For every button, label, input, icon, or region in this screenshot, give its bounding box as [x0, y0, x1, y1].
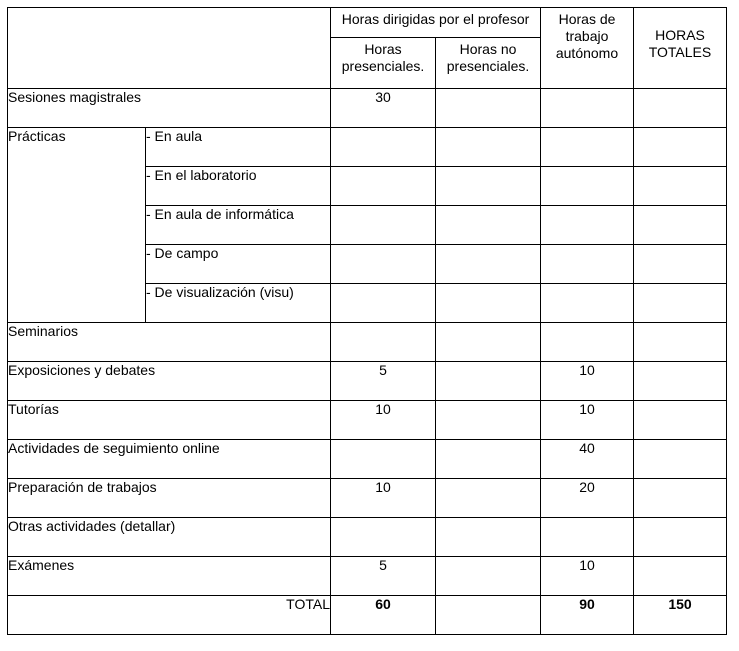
row-label: Sesiones magistrales — [8, 89, 331, 128]
cell-presenciales — [331, 440, 436, 479]
cell-no-presenciales — [436, 557, 541, 596]
table-row — [8, 518, 727, 557]
cell-autonomo: 10 — [541, 362, 634, 401]
table-row — [8, 440, 727, 479]
cell-totales — [634, 89, 727, 128]
total-no-presenciales — [436, 596, 541, 635]
sub-row-label: - De campo — [146, 245, 331, 284]
cell-totales — [634, 479, 727, 518]
cell-totales — [634, 518, 727, 557]
row-label: Preparación de trabajos — [8, 479, 331, 518]
cell-no-presenciales — [436, 479, 541, 518]
header-no-presenciales: Horas no presenciales. — [436, 38, 541, 89]
table-row — [8, 89, 727, 128]
sub-row-label: - En aula — [146, 128, 331, 167]
table-row — [8, 479, 727, 518]
cell-autonomo: 10 — [541, 401, 634, 440]
cell-no-presenciales — [436, 323, 541, 362]
total-autonomo: 90 — [541, 596, 634, 635]
row-label: Actividades de seguimiento online — [8, 440, 331, 479]
cell-autonomo — [541, 89, 634, 128]
cell-totales — [634, 323, 727, 362]
cell-no-presenciales — [436, 401, 541, 440]
table-row — [8, 128, 727, 167]
table-row — [8, 362, 727, 401]
cell-totales — [634, 362, 727, 401]
cell-presenciales: 5 — [331, 557, 436, 596]
row-label: Exposiciones y debates — [8, 362, 331, 401]
row-label: Exámenes — [8, 557, 331, 596]
cell-presenciales: 5 — [331, 362, 436, 401]
sub-row-label: - De visualización (visu) — [146, 284, 331, 323]
cell-presenciales: 10 — [331, 401, 436, 440]
total-presenciales: 60 — [331, 596, 436, 635]
sub-row-label: - En el laboratorio — [146, 167, 331, 206]
cell-totales — [634, 401, 727, 440]
sub-row-label: - En aula de informática — [146, 206, 331, 245]
cell-no-presenciales — [436, 362, 541, 401]
header-autonomo: Horas de trabajo autónomo — [541, 8, 634, 89]
header-directed-group: Horas dirigidas por el profesor — [331, 8, 541, 38]
row-label: Prácticas — [8, 128, 146, 323]
table-row — [8, 401, 727, 440]
header-presenciales: Horas presenciales. — [331, 38, 436, 89]
total-label: TOTAL — [8, 596, 331, 635]
table-row — [8, 323, 727, 362]
cell-no-presenciales — [436, 440, 541, 479]
cell-autonomo: 10 — [541, 557, 634, 596]
cell-presenciales: 30 — [331, 89, 436, 128]
row-label: Seminarios — [8, 323, 331, 362]
cell-autonomo — [541, 518, 634, 557]
hours-table — [7, 7, 727, 635]
table-row — [8, 557, 727, 596]
cell-presenciales — [331, 323, 436, 362]
cell-autonomo — [541, 323, 634, 362]
total-totales: 150 — [634, 596, 727, 635]
cell-totales — [634, 557, 727, 596]
cell-presenciales — [331, 518, 436, 557]
cell-autonomo: 20 — [541, 479, 634, 518]
row-label: Otras actividades (detallar) — [8, 518, 331, 557]
cell-totales — [634, 440, 727, 479]
cell-no-presenciales — [436, 89, 541, 128]
header-empty-cell — [8, 8, 331, 89]
cell-presenciales: 10 — [331, 479, 436, 518]
cell-autonomo: 40 — [541, 440, 634, 479]
row-label: Tutorías — [8, 401, 331, 440]
total-row — [8, 596, 727, 635]
cell-no-presenciales — [436, 518, 541, 557]
header-totales: HORAS TOTALES — [634, 8, 727, 89]
